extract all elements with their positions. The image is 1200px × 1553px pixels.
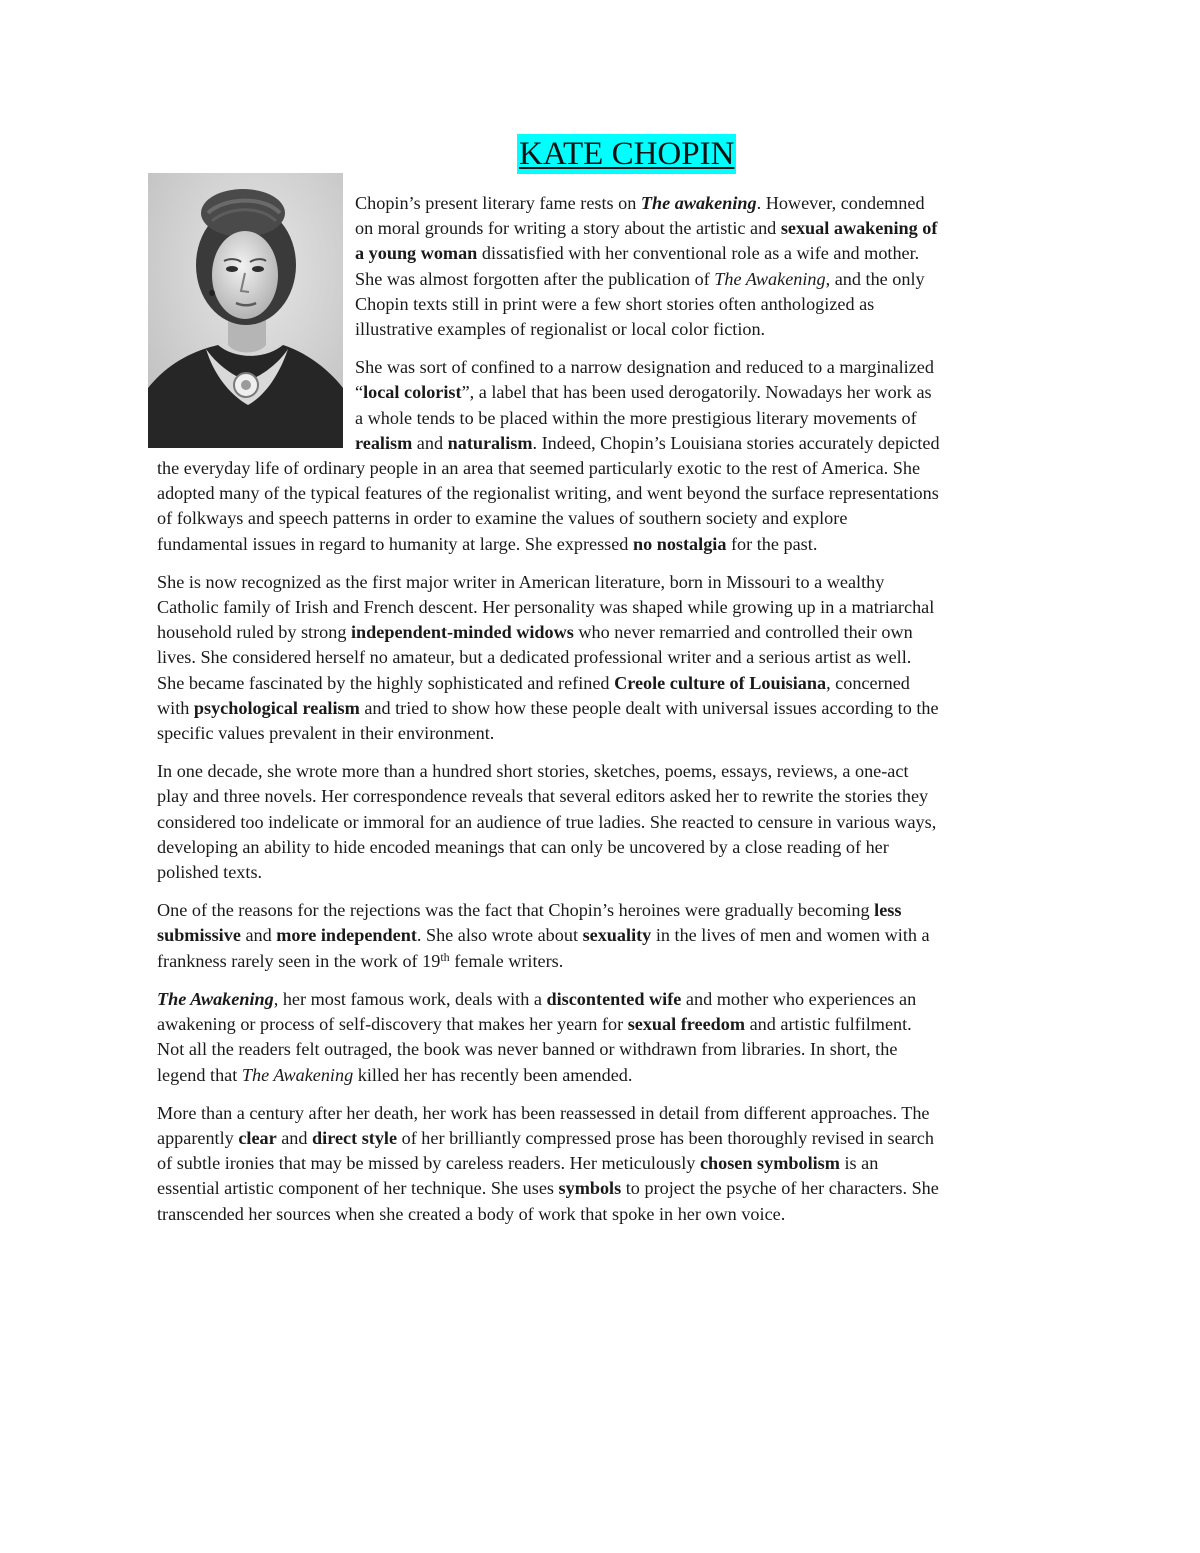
paragraph-4	[157, 759, 942, 885]
superscript: th	[440, 949, 450, 964]
text-span: and mother who experiences an awakening or process of self-discovery that makes her yearn for	[157, 988, 917, 1035]
text-span: and	[412, 432, 448, 453]
emphasis-text: Creole culture of Louisiana	[614, 672, 827, 693]
text-span: , her most famous work, deals with a	[273, 988, 547, 1009]
emphasis-text: no nostalgia	[632, 533, 727, 554]
text-span: and	[240, 925, 277, 946]
text-span: and artistic fulfilment. Not all the readers felt outraged, the book was never banned or withdrawn from libraries. In short, the legend that	[157, 1014, 912, 1085]
book-title: The awakening	[640, 193, 757, 213]
text-span: . She also wrote about	[416, 925, 583, 946]
text-span: of her brilliantly compressed prose has been thoroughly revised in search of subtle ironies that may be missed by careless readers. Her meticulously	[157, 1127, 934, 1174]
book-title: The Awakening	[157, 988, 274, 1009]
text-span: dissatisfied with her conventional role as a wife and mother. She was almost forgotten after the publication of	[355, 243, 920, 289]
text-span: who never remarried and controlled their own lives. She considered herself no amateur, but a dedicated professional writer and a serious artist as well. She became fascinated by the highly sophisticated and refined	[157, 622, 913, 693]
emphasis-text: direct style	[312, 1127, 398, 1148]
book-title: The Awakening	[241, 1064, 354, 1085]
text-span: and tried to show how these people dealt with universal issues according to the specific values prevalent in their environment.	[157, 697, 939, 744]
text-span: is an essential artistic component of her technique. She uses	[157, 1153, 879, 1199]
text-span: ”, a label that has been used derogatorily. Nowadays her work as a whole tends to be placed within the more prestigious literary movements of	[355, 382, 932, 428]
article-body	[157, 191, 942, 1240]
page-title: KATE CHOPIN	[519, 136, 735, 172]
text-span: and	[276, 1127, 313, 1148]
text-span: killed her has recently been amended.	[353, 1064, 633, 1085]
emphasis-text: realism	[355, 432, 413, 453]
paragraph-6	[157, 987, 942, 1088]
text-span: More than a century after her death, her work has been reassessed in detail from different approaches. The apparently	[157, 1102, 930, 1148]
emphasis-text: chosen symbolism	[699, 1153, 840, 1174]
text-span: In one decade, she wrote more than a hundred short stories, sketches, poems, essays, reviews, a one-act play and three novels. Her correspondence reveals that several editors asked her to rewrite the stories they considered too indelicate or immoral for an audience of true ladies. She reacted to censure in various ways, developing an ability to hide encoded meanings that can only be uncovered by a close reading of her polished texts.	[157, 761, 937, 883]
paragraph-3	[157, 570, 942, 746]
paragraph-5	[157, 898, 942, 974]
text-span: female writers.	[449, 950, 564, 971]
portrait-photo	[148, 173, 343, 448]
book-title: The Awakening	[714, 268, 826, 289]
text-span: Chopin’s present literary fame rests on	[355, 193, 641, 213]
text-span: . Indeed, Chopin’s Louisiana stories accurately depicted the everyday life of ordinary people in an area that seemed particularly exotic to the rest of America. She adopted many of the typical features of the regionalist writing, and went beyond the surface representations of folkways and speech patterns in order to examine the values of southern society and explore fundamental issues in regard to humanity at large. She expressed	[157, 432, 940, 554]
emphasis-text: symbols	[558, 1178, 622, 1199]
emphasis-text: less submissive	[157, 900, 902, 946]
emphasis-text: sexuality	[582, 925, 652, 946]
text-span: . However, condemned on moral grounds for writing a story about the artistic and	[355, 193, 925, 239]
emphasis-text: sexual awakening of a young woman	[355, 218, 938, 264]
text-span: She was sort of confined to a narrow designation and reduced to a marginalized “	[355, 357, 934, 403]
text-span: for the past.	[726, 533, 818, 554]
emphasis-text: sexual freedom	[627, 1014, 746, 1035]
text-span: , concerned with	[157, 672, 910, 718]
portrait-photo-icon	[148, 173, 343, 448]
text-span: , and the only Chopin texts still in print were a few short stories often anthologized as illustrative examples of regionalist or local color fiction.	[355, 268, 925, 340]
text-span: She is now recognized as the first major writer in American literature, born in Missouri to a wealthy Catholic family of Irish and French descent. Her personality was shaped while growing up in a matriarchal household ruled by strong	[157, 571, 935, 643]
emphasis-text: psychological realism	[193, 697, 360, 718]
emphasis-text: naturalism	[447, 432, 533, 453]
emphasis-text: more independent	[276, 925, 417, 946]
text-span: in the lives of men and women with a frankness rarely seen in the work of 19	[157, 925, 930, 971]
emphasis-text: local colorist	[363, 382, 462, 403]
paragraph-7	[157, 1101, 942, 1227]
emphasis-text: independent-minded widows	[350, 622, 574, 643]
emphasis-text: discontented wife	[546, 988, 682, 1009]
emphasis-text: clear	[238, 1127, 277, 1148]
text-span: One of the reasons for the rejections was the fact that Chopin’s heroines were gradually becoming	[157, 900, 875, 921]
text-span: to project the psyche of her characters. She transcended her sources when she created a body of work that spoke in her own voice.	[157, 1178, 939, 1224]
